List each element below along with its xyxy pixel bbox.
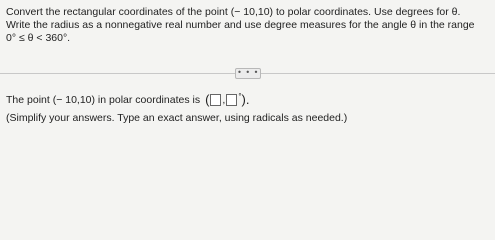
question-line-2: Write the radius as a nonnegative real number and use degree measures for the angle θ in the range bbox=[6, 19, 475, 31]
answer-row bbox=[6, 94, 250, 106]
angle-input[interactable] bbox=[226, 94, 237, 106]
question-line-3: 0° ≤ θ < 360°. bbox=[6, 32, 71, 44]
close-paren: ). bbox=[241, 92, 250, 107]
answer-hint: (Simplify your answers. Type an exact answer, using radicals as needed.) bbox=[6, 112, 348, 124]
open-paren: ( bbox=[205, 92, 210, 107]
question-line-1: Convert the rectangular coordinates of the point (− 10,10) to polar coordinates. Use degrees for θ. bbox=[6, 6, 461, 18]
answer-prefix: The point (− 10,10) in polar coordinates is bbox=[6, 94, 201, 106]
radius-input[interactable] bbox=[210, 94, 221, 106]
comma: , bbox=[222, 94, 226, 106]
degree-symbol: ° bbox=[238, 92, 242, 101]
more-options-button[interactable]: • • • bbox=[235, 68, 261, 79]
